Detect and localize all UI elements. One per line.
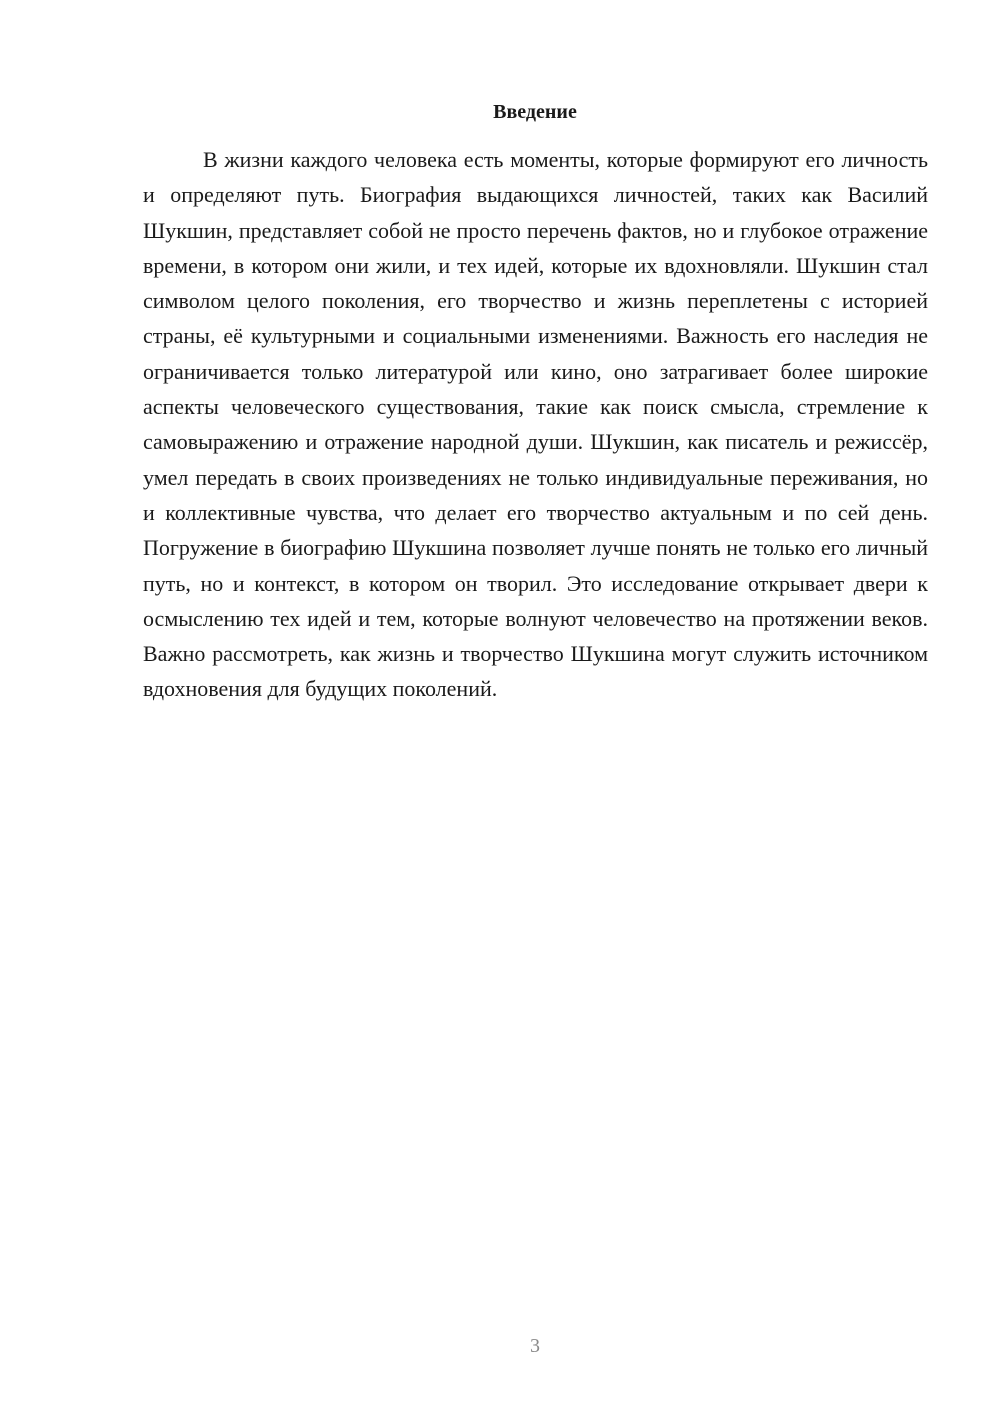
page-number: 3 bbox=[530, 1335, 540, 1357]
section-heading: Введение bbox=[493, 101, 577, 123]
introduction-paragraph: В жизни каждого человека есть моменты, которые формируют его личность и определяют путь. Биография выдающихся личностей, таких как Василий Шукшин, представляет собой не просто перечень фактов, но и глубокое отражение времени, в котором они жили, и тех идей, которые их вдохновляли. Шукшин стал символом целого поколения, его творчество и жизнь переплетены с историей страны, её культурными и социальными изменениями. Важность его наследия не ограничивается только литературой или кино, оно затрагивает более широкие аспекты человеческого существования, такие как поиск смысла, стремление к самовыражению и отражение народной души. Шукшин, как писатель и режиссёр, умел передать в своих произведениях не только индивидуальные переживания, но и коллективные чувства, что делает его творчество актуальным и по сей день. Погружение в биографию Шукшина позволяет лучше понять не только его личный путь, но и контекст, в котором он творил. Это исследование открывает двери к осмыслению тех идей и тем, которые волнуют человечество на протяжении веков. Важно рассмотреть, как жизнь и творчество Шукшина могут служить источником вдохновения для будущих поколений. bbox=[143, 147, 928, 702]
